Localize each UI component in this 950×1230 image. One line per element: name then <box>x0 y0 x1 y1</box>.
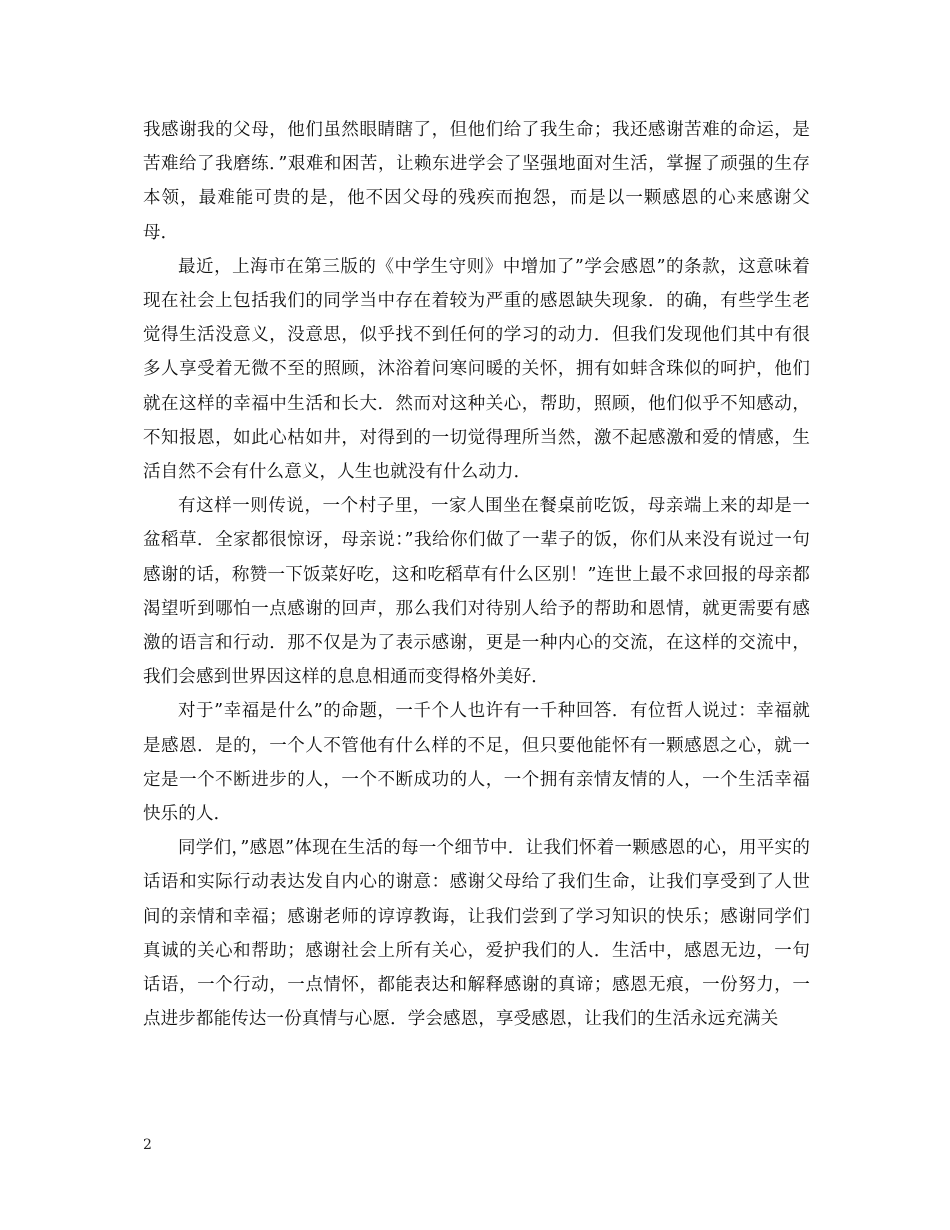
page-number: 2 <box>143 1137 152 1153</box>
paragraph-5: 同学们，”感恩”体现在生活的每一个细节中．让我们怀着一颗感恩的心，用平实的话语和实际行动表达发自内心的谢意：感谢父母给了我们生命，让我们享受到了人世间的亲情和幸福；感谢老师的谆谆教诲，让我们尝到了学习知识的快乐；感谢同学们真诚的关心和帮助；感谢社会上所有关心，爱护我们的人．生活中，感恩无边，一句话语，一个行动，一点情怀，都能表达和解释感谢的真谛；感恩无痕，一份努力，一点进步都能传达一份真情与心愿．学会感恩，享受感恩，让我们的生活永远充满关 <box>143 838 810 1030</box>
body-text <box>143 113 810 1036</box>
paragraph-3: 有这样一则传说，一个村子里，一家人围坐在餐桌前吃饭，母亲端上来的却是一盆稻草．全家都很惊讶，母亲说：”我给你们做了一辈子的饭，你们从来没有说过一句感谢的话，称赞一下饭菜好吃，这和吃稻草有什么区别！”连世上最不求回报的母亲都渴望听到哪怕一点感谢的回声，那么我们对待别人给予的帮助和恩情，就更需要有感激的语言和行动．那不仅是为了表示感谢，更是一种内心的交流，在这样的交流中，我们会感到世界因这样的息息相通而变得格外美好． <box>143 496 810 688</box>
paragraph-1: 我感谢我的父母，他们虽然眼睛瞎了，但他们给了我生命；我还感谢苦难的命运，是苦难给了我磨练．”艰难和困苦，让赖东进学会了坚强地面对生活，掌握了顽强的生存本领，最难能可贵的是，他不因父母的残疾而抱怨，而是以一颗感恩的心来感谢父母． <box>143 120 810 243</box>
paragraph-2: 最近，上海市在第三版的《中学生守则》中增加了”学会感恩”的条款，这意味着现在社会上包括我们的同学当中存在着较为严重的感恩缺失现象．的确，有些学生老觉得生活没意义，没意思，似乎找不到任何的学习的动力．但我们发现他们其中有很多人享受着无微不至的照顾，沐浴着问寒问暖的关怀，拥有如蚌含珠似的呵护，他们就在这样的幸福中生活和长大．然而对这种关心，帮助，照顾，他们似乎不知感动，不知报恩，如此心枯如井，对得到的一切觉得理所当然，激不起感激和爱的情感，生活自然不会有什么意义，人生也就没有什么动力． <box>143 256 810 483</box>
paragraph-4: 对于”幸福是什么”的命题，一千个人也许有一千种回答．有位哲人说过：幸福就是感恩．是的，一个人不管他有什么样的不足，但只要他能怀有一颗感恩之心，就一定是一个不断进步的人，一个不断成功的人，一个拥有亲情友情的人，一个生活幸福快乐的人． <box>143 701 810 825</box>
